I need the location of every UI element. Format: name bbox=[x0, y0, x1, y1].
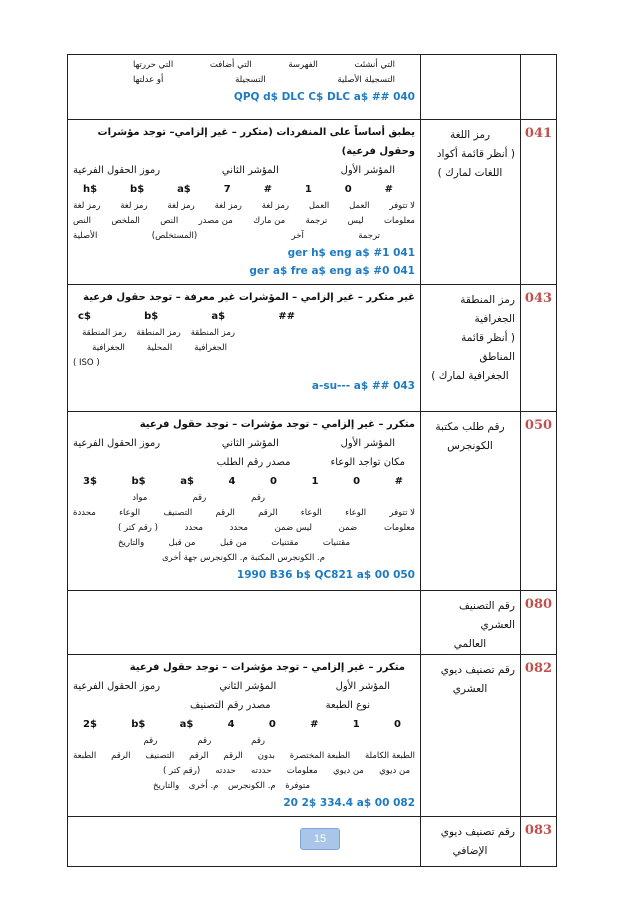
field-number: 043 bbox=[521, 285, 557, 412]
value-cell: b$ bbox=[130, 184, 145, 195]
desc-cell: ليس ضمن bbox=[274, 523, 312, 533]
label-line: الإضافي bbox=[452, 845, 488, 857]
example-041-a: ger h$ eng a$ #1 041 bbox=[287, 247, 415, 259]
field-description: يطبق أساساً على المنفردات (متكرر – غير إلزامي– توجد مؤشرات وحقول فرعية) bbox=[97, 127, 415, 157]
desc-cell: رقم bbox=[197, 736, 212, 746]
heading-indicator-2: المؤشر الثاني bbox=[221, 165, 279, 176]
value-cell: 0 bbox=[394, 719, 401, 730]
desc-cell: الوعاء bbox=[300, 508, 322, 518]
example-040: QPQ d$ DLC C$ DLC a$ ## 040 bbox=[233, 91, 415, 103]
label-line: رمز اللغة bbox=[449, 129, 491, 141]
value-cell: 0 bbox=[270, 476, 277, 487]
sub-heading: مكان تواجد الوعاء bbox=[330, 457, 405, 468]
field-label bbox=[421, 120, 521, 285]
desc-cell: رقم bbox=[143, 736, 158, 746]
desc-cell: الجغرافية bbox=[92, 343, 125, 353]
desc-cell: رقم bbox=[251, 493, 265, 503]
desc-cell: المحلية bbox=[146, 343, 173, 353]
desc-cell: محدد bbox=[229, 523, 248, 533]
label-line: ( أنظر قائمة أكواد bbox=[436, 148, 515, 160]
desc-cell: الجغرافية bbox=[194, 343, 227, 353]
table-row-040 bbox=[68, 55, 557, 120]
text-original-record: التسجيلة الأصلية bbox=[337, 75, 395, 85]
example-043: a-su--- a$ ## 043 bbox=[311, 380, 415, 392]
desc-cell: التصنيف bbox=[163, 508, 193, 518]
table-row-080 bbox=[68, 591, 557, 655]
desc-cell: من ديوي bbox=[332, 766, 364, 776]
text-or-modified: أو عدلتها bbox=[133, 75, 164, 85]
desc-cell: الطبعة bbox=[73, 751, 97, 761]
label-line: رقم طلب مكتبة bbox=[435, 421, 505, 433]
example-050: 1990 B36 b$ QC821 a$ 00 050 bbox=[236, 569, 415, 581]
desc-cell: مواد bbox=[132, 493, 148, 503]
desc-cell: رمز لغة bbox=[167, 201, 195, 211]
field-body-cell bbox=[68, 120, 421, 285]
desc-cell: ضمن bbox=[338, 523, 358, 533]
desc-cell: من قبل bbox=[168, 538, 196, 548]
value-cell: # bbox=[263, 184, 272, 195]
value-cell: ## bbox=[278, 311, 295, 322]
label-line: رقم تصنيف ديوي bbox=[440, 664, 515, 676]
desc-cell: ليس bbox=[347, 216, 364, 226]
desc-cell: رمز لغة bbox=[73, 201, 101, 211]
page-number: 15 bbox=[300, 828, 340, 850]
label-line: الكونجرس bbox=[447, 440, 493, 452]
desc-cell: (رقم كتر ) bbox=[163, 766, 201, 776]
value-cell: # bbox=[384, 184, 393, 195]
desc-cell: محدد bbox=[184, 523, 203, 533]
desc-cell: من ديوي bbox=[379, 766, 410, 776]
desc-cell: من قبل bbox=[219, 538, 247, 548]
desc-cell: بدون bbox=[257, 751, 275, 761]
desc-cell: الرقم bbox=[258, 508, 278, 518]
desc-cell: رمز لغة bbox=[120, 201, 148, 211]
desc-cell: ترجمة bbox=[305, 216, 328, 226]
value-cell: c$ bbox=[78, 311, 91, 322]
sub-heading: مصدر رقم الطلب bbox=[216, 457, 291, 468]
label-line: رمز المنطقة الجغرافية bbox=[460, 294, 515, 325]
desc-cell: الوعاء bbox=[345, 508, 367, 518]
text-record: التسجيلة bbox=[235, 75, 266, 85]
desc-cell: النص bbox=[73, 216, 91, 226]
desc-cell: حددته bbox=[251, 766, 272, 776]
desc-cell: متوفرة bbox=[285, 781, 310, 791]
desc-cell: من مارك bbox=[253, 216, 286, 226]
value-cell: 2$ bbox=[83, 719, 97, 730]
label-line: ( أنظر قائمة المناطق bbox=[461, 332, 515, 363]
field-body-cell bbox=[68, 55, 421, 120]
label-line: اللغات لمارك ) bbox=[437, 167, 503, 179]
text-edited: التي حررتها bbox=[133, 60, 174, 70]
desc-cell: الملخص bbox=[111, 216, 140, 226]
text-added: التي أضافت bbox=[209, 60, 252, 70]
desc-cell: آخر bbox=[291, 231, 304, 241]
field-number: 080 bbox=[521, 591, 557, 655]
label-line: العشري bbox=[452, 683, 488, 695]
value-cell: 4 bbox=[228, 476, 236, 487]
value-cell: # bbox=[310, 719, 319, 730]
desc-cell: ترجمة bbox=[358, 231, 380, 241]
field-number: 083 bbox=[521, 817, 557, 867]
table-row-043 bbox=[68, 285, 557, 412]
sub-heading: نوع الطبعة bbox=[325, 700, 370, 711]
desc-cell: لا تتوفر bbox=[389, 201, 415, 211]
table-row-050 bbox=[68, 412, 557, 591]
value-cell: 1 bbox=[352, 719, 360, 730]
field-body-cell bbox=[68, 285, 421, 412]
desc-cell: رمز المنطقة bbox=[136, 328, 181, 338]
value-cell: b$ bbox=[131, 719, 146, 730]
desc-cell: معلومات bbox=[286, 766, 318, 776]
desc-cell: رمز لغة bbox=[261, 201, 290, 211]
desc-cell: م. الكونجرس bbox=[228, 781, 276, 791]
desc-cell: م. أخرى bbox=[188, 781, 219, 791]
field-body-cell bbox=[68, 817, 421, 867]
text-created: التي أنشئت bbox=[354, 60, 395, 70]
heading-indicator-1: المؤشر الأول bbox=[340, 165, 395, 176]
desc-cell: رمز المنطقة bbox=[190, 328, 235, 338]
label-line: العالمي bbox=[453, 638, 487, 650]
field-description: غير متكرر – غير إلزامي – المؤشرات غير معرفة – توجد حقول فرعية bbox=[83, 292, 415, 303]
field-body-cell bbox=[68, 655, 421, 817]
value-cell: a$ bbox=[177, 184, 191, 195]
value-cell: 0 bbox=[344, 184, 352, 195]
field-label bbox=[421, 285, 521, 412]
label-line: الجغرافية لمارك ) bbox=[431, 370, 509, 382]
field-label-cell bbox=[421, 55, 521, 120]
desc-cell: والتاريخ bbox=[153, 781, 180, 791]
desc-cell: الرقم bbox=[189, 751, 209, 761]
value-cell: 0 bbox=[268, 719, 276, 730]
value-cell: a$ bbox=[179, 719, 194, 730]
label-line: رقم التصنيف العشري bbox=[458, 600, 515, 631]
desc-cell: الطبعة الكاملة bbox=[364, 751, 415, 761]
desc-cell: العمل bbox=[308, 201, 330, 211]
desc-cell: الوعاء bbox=[119, 508, 141, 518]
heading-subfields: رموز الحقول الفرعية bbox=[73, 165, 161, 176]
value-cell: 1 bbox=[304, 184, 312, 195]
desc-line: م. الكونجرس المكتبة م. الكونجرس جهة أخرى bbox=[162, 553, 325, 563]
table-row-082 bbox=[68, 655, 557, 817]
desc-cell: الرقم bbox=[223, 751, 243, 761]
field-number: 041 bbox=[521, 120, 557, 285]
label-line: رقم تصنيف ديوي bbox=[440, 826, 515, 838]
desc-cell: (المستخلص) bbox=[151, 231, 198, 241]
value-cell: a$ bbox=[211, 311, 226, 322]
heading-indicator-2: المؤشر الثاني bbox=[221, 438, 279, 449]
desc-cell: العمل bbox=[349, 201, 370, 211]
desc-cell: الأصلية bbox=[73, 231, 98, 241]
heading-indicator-1: المؤشر الأول bbox=[335, 681, 390, 692]
desc-cell: حددته bbox=[215, 766, 236, 776]
table-row-041 bbox=[68, 120, 557, 285]
field-description: متكرر – غير إلزامي – توجد مؤشرات – توجد حقول فرعية bbox=[139, 419, 415, 430]
desc-cell: لا تتوفر bbox=[389, 508, 415, 518]
value-cell: 4 bbox=[227, 719, 235, 730]
heading-subfields: رموز الحقول الفرعية bbox=[73, 438, 161, 449]
desc-cell: والتاريخ bbox=[118, 538, 145, 548]
desc-cell: معلومات bbox=[383, 216, 415, 226]
example-082: 20 2$ 334.4 a$ 00 082 bbox=[283, 797, 415, 809]
desc-cell: الرقم bbox=[111, 751, 131, 761]
heading-subfields: رموز الحقول الفرعية bbox=[73, 681, 161, 692]
desc-cell: مقتنيات bbox=[271, 538, 299, 548]
desc-cell: مقتنيات bbox=[322, 538, 350, 548]
value-cell: 1 bbox=[311, 476, 319, 487]
field-label bbox=[421, 591, 521, 655]
field-body-cell bbox=[68, 591, 421, 655]
desc-cell: ( رقم كتر ) bbox=[118, 523, 158, 533]
desc-cell: الطبعة المختصرة bbox=[289, 751, 351, 761]
desc-cell: الرقم bbox=[215, 508, 235, 518]
text-catalog: الفهرسة bbox=[288, 60, 318, 70]
desc-cell: التصنيف bbox=[145, 751, 175, 761]
field-number: 050 bbox=[521, 412, 557, 591]
heading-indicator-1: المؤشر الأول bbox=[340, 438, 395, 449]
field-label bbox=[421, 817, 521, 867]
example-041-b: ger a$ fre a$ eng a$ #0 041 bbox=[249, 265, 415, 277]
marc-field-table bbox=[67, 54, 557, 867]
value-cell: b$ bbox=[131, 476, 146, 487]
value-cell: b$ bbox=[144, 311, 159, 322]
field-description: متكرر – غير إلزامي – توجد مؤشرات – توجد حقول فرعية bbox=[129, 662, 405, 673]
desc-cell: رقم bbox=[192, 493, 207, 503]
field-number: 082 bbox=[521, 655, 557, 817]
desc-cell: من مصدر bbox=[198, 216, 233, 226]
sub-heading: مصدر رقم التصنيف bbox=[190, 700, 271, 711]
heading-indicator-2: المؤشر الثاني bbox=[219, 681, 277, 692]
desc-cell: رمز لغة bbox=[214, 201, 242, 211]
desc-cell: محددة bbox=[73, 508, 96, 518]
value-cell: 3$ bbox=[83, 476, 97, 487]
value-cell: 0 bbox=[353, 476, 361, 487]
field-number-cell bbox=[521, 55, 557, 120]
value-cell: 7 bbox=[223, 184, 231, 195]
value-cell: h$ bbox=[83, 184, 98, 195]
value-cell: # bbox=[394, 476, 403, 487]
desc-cell: معلومات bbox=[383, 523, 415, 533]
iso-note: ( ISO ) bbox=[73, 358, 100, 368]
field-body-cell bbox=[68, 412, 421, 591]
desc-cell: رمز المنطقة bbox=[82, 328, 127, 338]
desc-cell: رقم bbox=[251, 736, 265, 746]
field-label bbox=[421, 412, 521, 591]
field-label bbox=[421, 655, 521, 817]
desc-cell: النص bbox=[160, 216, 179, 226]
value-cell: a$ bbox=[180, 476, 194, 487]
